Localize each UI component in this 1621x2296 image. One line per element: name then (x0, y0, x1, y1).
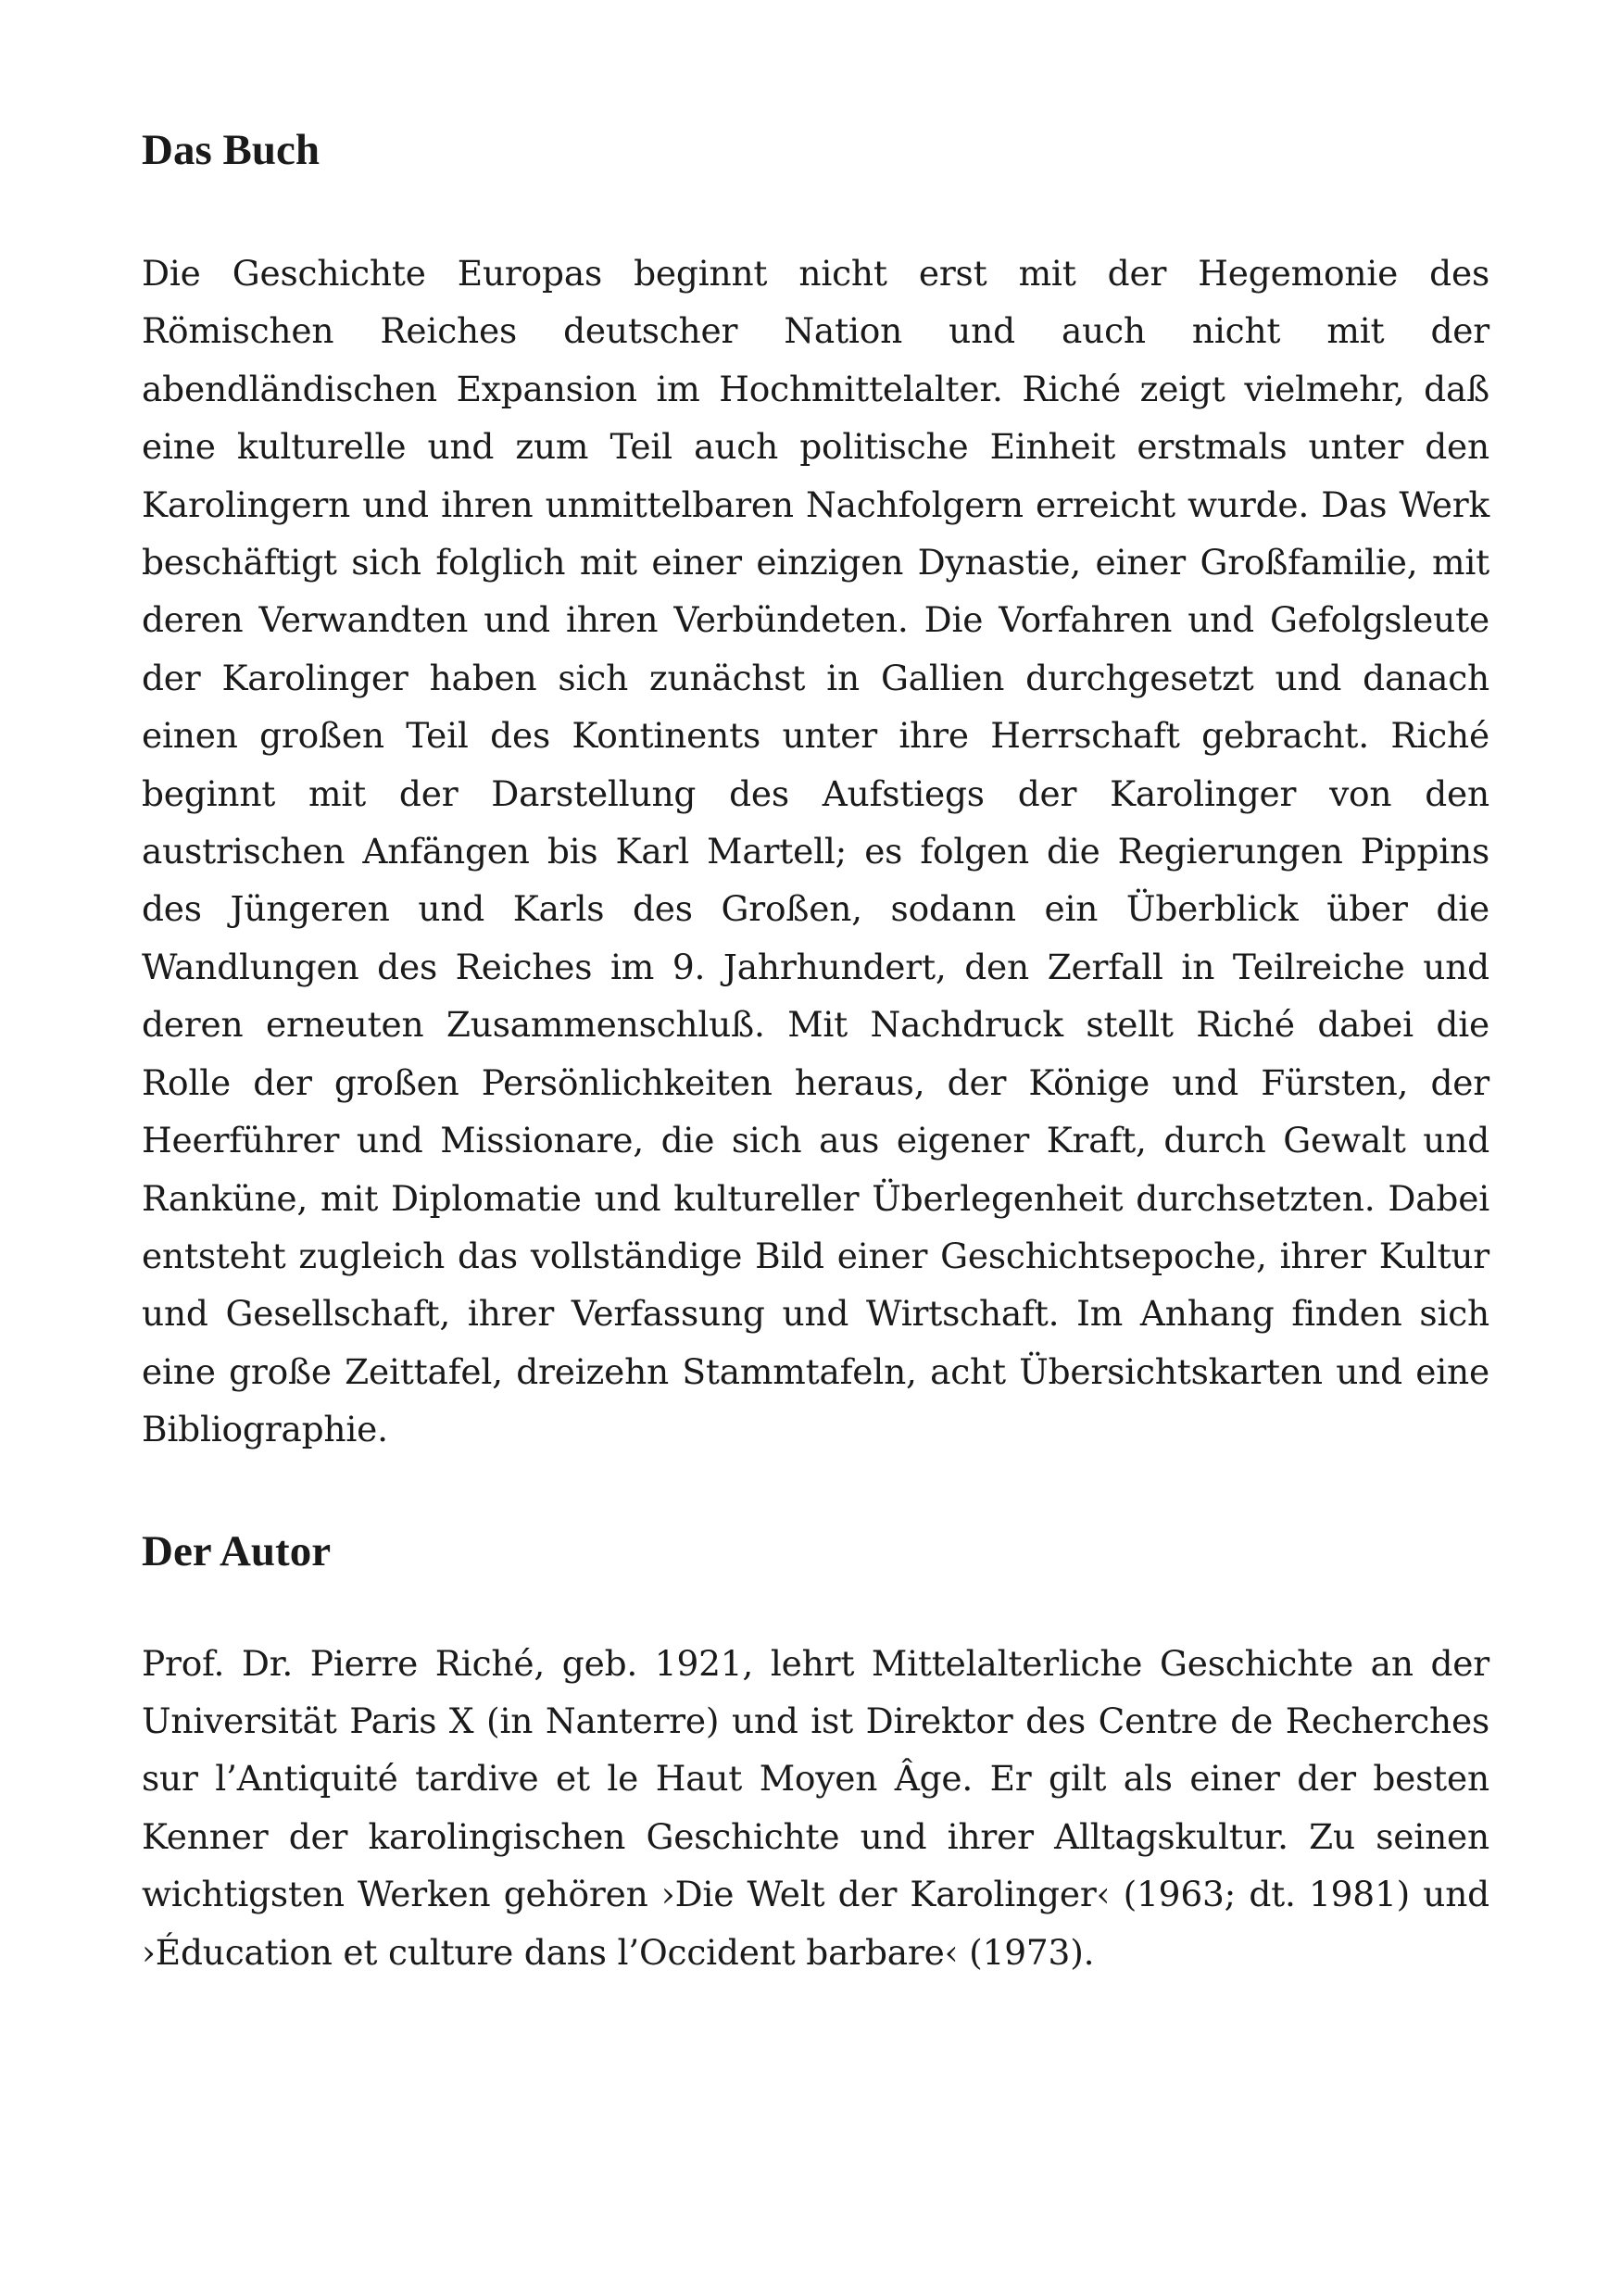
section-das-buch (142, 120, 1489, 1459)
heading-der-autor: Der Autor (142, 1526, 332, 1575)
paragraph-der-autor: Prof. Dr. Pierre Riché, geb. 1921, lehrt Mittelalterliche Geschichte an der Universität Paris X (in Nanterre) und ist Direktor des Centre de Recherches sur l’Antiquité tardive et le Haut Moyen Âge. Er gilt als einer der besten Kenner der karolingischen Geschichte und ihrer Alltagskultur. Zu seinen wichtigsten Werken gehören ›Die Welt der Karolinger‹ (1963; dt. 1981) und ›Éducation et culture dans l’Occident barbare‹ (1973). (142, 1642, 1489, 1973)
document-page (142, 120, 1489, 1981)
heading-das-buch: Das Buch (142, 126, 320, 174)
paragraph-das-buch: Die Geschichte Europas beginnt nicht erst mit der Hegemonie des Römischen Reiches deutscher Nation und auch nicht mit der abendländischen Expansion im Hochmittelalter. Riché zeigt vielmehr, daß eine kulturelle und zum Teil auch politische Einheit erstmals unter den Karolingern und ihren unmittelbaren Nachfolgern erreicht wurde. Das Werk beschäftigt sich folglich mit einer einzigen Dynastie, einer Großfamilie, mit deren Verwandten und ihren Verbündeten. Die Vorfahren und Gefolgsleute der Karolinger haben sich zunächst in Gallien durchgesetzt und danach einen großen Teil des Kontinents unter ihre Herrschaft gebracht. Riché beginnt mit der Darstellung des Aufstiegs der Karolinger von den austrischen Anfängen bis Karl Martell; es folgen die Regierungen Pippins des Jüngeren und Karls des Großen, sodann ein Überblick über die Wandlungen des Reiches im 9. Jahrhundert, den Zerfall in Teilreiche und deren erneuten Zusammenschluß. Mit Nachdruck stellt Riché dabei die Rolle der großen Persönlichkeiten heraus, der Könige und Fürsten, der Heerführer und Missionare, die sich aus eigener Kraft, durch Gewalt und Ranküne, mit Diplomatie und kultureller Überlegenheit durchsetzten. Dabei entsteht zugleich das vollständige Bild einer Geschichtsepoche, ihrer Kultur und Gesellschaft, ihrer Verfassung und Wirtschaft. Im Anhang finden sich eine große Zeittafel, dreizehn Stammtafeln, acht Übersichtskarten und eine Bibliographie. (142, 253, 1489, 1450)
section-der-autor (142, 1522, 1489, 1981)
